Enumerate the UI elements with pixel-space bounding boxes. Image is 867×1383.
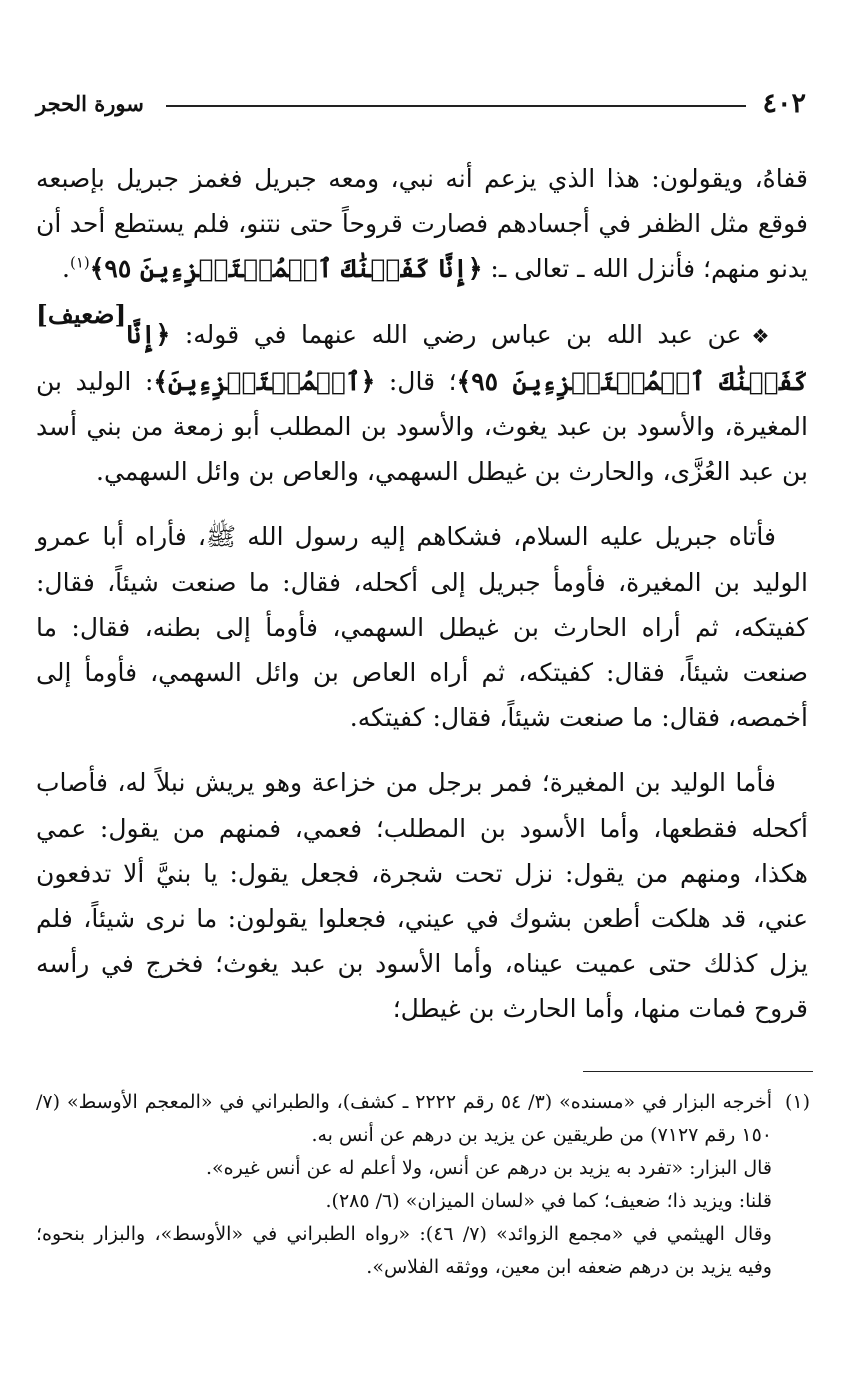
- paragraph-4: فأما الوليد بن المغيرة؛ فمر برجل من خزاعة وهو يريش نبلاً له، فأصاب أكحله فقطعها، وأما الأسود بن المطلب؛ فعمي، فمنهم من يقول: عمي هكذا، ومنهم من يقول: نزل تحت شجرة، فجعل يقول: يا بنيَّ ألا تدفعون عني، قد هلكت أطعن بشوك في عيني، فجعلوا يقولون: ما نرى شيئاً، فلم يزل كذلك حتى عميت عيناه، وأما الأسود بن عبد يغوث؛ فخرج في رأسه قروح فمات منها، وأما الحارث بن غيطل؛: [36, 768, 808, 1024]
- footnote-reference[interactable]: (١): [69, 254, 90, 273]
- footnote-1: [36, 1086, 810, 1152]
- footnote-line: قلنا: ويزيد ذا؛ ضعيف؛ كما في «لسان الميزان» (٦/ ٢٨٥).: [325, 1190, 772, 1212]
- paragraph-text: ؛ قال:: [375, 366, 457, 396]
- hadith-grade: [ضعيف]: [36, 299, 127, 329]
- footnote-line: قال البزار: «تفرد به يزيد بن درهم عن أنس، ولا أعلم له عن أنس غيره».: [205, 1157, 772, 1179]
- paragraph-1: [36, 156, 808, 329]
- footnote-number: (١): [784, 1091, 810, 1113]
- paragraph-3: فأتاه جبريل عليه السلام، فشكاهم إليه رسول الله ﷺ، فأراه أبا عمرو الوليد بن المغيرة، فأومأ جبريل إلى أكحله، فقال: ما صنعت شيئاً، فقال: كفيتكه، ثم أراه الحارث بن غيطل السهمي، فأومأ إلى بطنه، فقال: ما صنعت شيئاً، فقال: كفيتكه، ثم أراه العاص بن وائل السهمي، فأومأ إلى أخمصه، فقال: ما صنعت شيئاً، فقال: كفيتكه.: [36, 522, 808, 733]
- bullet-icon: ❖: [751, 323, 776, 348]
- page-header: [36, 86, 806, 126]
- quran-verse: ﴿إِنَّا كَفَيۡنَٰكَ ٱلۡمُسۡتَهۡزِءِينَ ٩٥﴾: [89, 254, 483, 284]
- page-number: ٤٠٢: [762, 88, 806, 119]
- footnotes: [36, 1086, 810, 1284]
- header-rule: [166, 105, 746, 107]
- paragraph-text: عن عبد الله بن عباس رضي الله عنهما في قوله:: [170, 319, 742, 349]
- surah-name: سورة الحجر: [36, 91, 144, 116]
- paragraph-text: قفاهُ، ويقولون: هذا الذي يزعم أنه نبي، ومعه جبريل فغمز جبريل بإصبعه فوقع مثل الظفر في أجسادهم فصارت قروحاً حتى نتنو، فلم يستطع أحد أن يدنو منهم؛ فأنزل الله ـ تعالى ـ:: [36, 164, 808, 284]
- paragraph-text: : الوليد بن المغيرة، والأسود بن عبد يغوث، والأسود بن المطلب أبو زمعة من بني أسد بن عبد العُزَّى، والحارث بن غيطل السهمي، والعاص بن وائل السهمي.: [36, 366, 808, 487]
- quran-word: ﴿ٱلۡمُسۡتَهۡزِءِينَ﴾: [153, 366, 376, 396]
- quran-verse: ﴿إِنَّا كَفَيۡنَٰكَ ٱلۡمُسۡتَهۡزِءِينَ ٩٥﴾: [126, 319, 808, 396]
- footnote-separator: [583, 1071, 813, 1072]
- main-text: [36, 156, 808, 1052]
- footnote-line: وقال الهيثمي في «مجمع الزوائد» (٧/ ٤٦): «رواه الطبراني في «الأوسط»، والبزار بنحوه؛ وفيه يزيد بن درهم ضعفه ابن معين، ووثقه الفلاس».: [36, 1223, 772, 1278]
- paragraph-2: [36, 312, 808, 495]
- sentence-end: .: [62, 254, 70, 284]
- footnote-text: أخرجه البزار في «مسنده» (٣/ ٥٤ رقم ٢٢٢٢ ـ كشف)، والطبراني في «المعجم الأوسط» (٧/ ١٥٠ رقم ٧١٢٧) من طريقين عن يزيد بن درهم عن أنس به.: [36, 1091, 772, 1146]
